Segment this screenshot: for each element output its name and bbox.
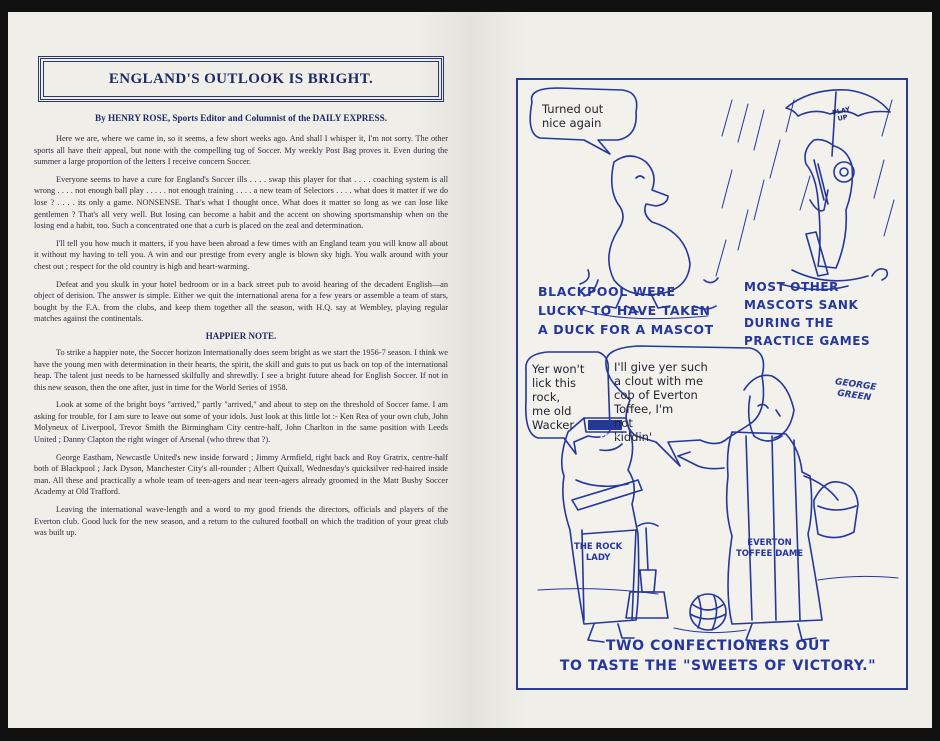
wool-ball bbox=[690, 594, 726, 630]
right-page bbox=[470, 12, 932, 728]
artist-signature: GEORGE GREEN bbox=[834, 377, 877, 404]
rock-speech-text: Yer won't lick this rock, me old Wacker bbox=[532, 362, 585, 432]
paragraph: Everyone seems to have a cure for England's Soccer ills . . . . swap this player for that . . . . coaching system is all wrong . . . . not enough ball play . . . . . not enough training . . . . a new team of Selectors . . . . what does it matter if we do lose ? . . . . its only a game. NONSENSE. That's what I thought once. What does it matter so long as we can lose like gentlemen ? That's all very well. But losing can become a habit and the accent on showing sportsmanship when on the losing end a habit, too. Such a concentrated one that a curb is placed on the zeal and determination. bbox=[34, 174, 448, 231]
programme-spread bbox=[8, 12, 932, 728]
paragraph: Here we are, where we came in, so it seems, a few short weeks ago. And shall I whisper it, I'm not sorry. The other sports all have their appeal, but none with the compelling tug of Soccer. My weekly Post Bag proves it. Even during the summer a large proportion of the letters I receive concern Soccer. bbox=[34, 134, 448, 167]
paragraph: Leaving the international wave-length and a word to my good friends the directors, officials and players of the Everton club. Good luck for the new season, and a return to the cultured football on which the tradition of your great club was built up. bbox=[34, 505, 448, 538]
paragraph: I'll tell you how much it matters, if you have been abroad a few times with an England team you will know all about it without my having to tell you. A win and our prestige from every angle is blown sky high. You walk around with your chest out ; respect for the old country is high and heart-warming. bbox=[34, 238, 448, 271]
paragraph: To strike a happier note, the Soccer horizon Internationally does seem bright as we start the 1956-7 season. I think we have the young men with determination in their hearts, the spirit, the skill and guts to put us back on top of the international heap. The talent just needs to be harnessed skilfully and shrewdly. I see a bright future ahead for English Soccer. If not in this new season, then the one after, just in time for the World Series of 1958. bbox=[34, 347, 448, 392]
paragraph: George Eastham, Newcastle United's new inside forward ; Jimmy Armfield, right back and Roy Gratrix, centre-half both of Blackpool ; Jack Dyson, Manchester City's all-rounder ; Albert Quixall, Wednesday's quicksilver red-haired inside man. All these and practically a whole team of teen-agers and near teen-agers already groomed in the Matt Busby Soccer Academy at Old Trafford. bbox=[34, 452, 448, 497]
article-title: ENGLAND'S OUTLOOK IS BRIGHT. bbox=[108, 70, 374, 87]
byline: By HENRY ROSE, Sports Editor and Columnist of the DAILY EXPRESS. bbox=[94, 113, 388, 123]
article-body bbox=[34, 133, 448, 539]
caption-mascots: MOST OTHER MASCOTS SANK DURING THE PRACTICE GAMES bbox=[744, 280, 871, 348]
umbrella-label: PLAY UP bbox=[831, 105, 851, 123]
toffee-speech-text: I'll give yer such a clout with me cob of Everton Toffee, I'm not kiddin' bbox=[614, 360, 708, 444]
label-rock-lady: THE ROCK LADY bbox=[574, 542, 623, 563]
caption-blackpool: BLACKPOOL WERE LUCKY TO HAVE TAKEN A DUCK FOR A MASCOT bbox=[538, 284, 714, 337]
paragraph: Look at some of the bright boys "arrived," partly "arrived," and about to step on the threshold of Soccer fame. I am asking for trouble, for I am sure to leave out some of your idols. Just look at this little lot :- Ken Rea of your own club, John Molyneux of Liverpool, Trevor Smith the Birmingham City centre-half, John Charlton in the same position with Leeds United ; Danny Clapton the right winger of Arsenal (who threw that ?). bbox=[34, 400, 448, 445]
cartoon-frame bbox=[516, 78, 908, 690]
label-toffee-dame: EVERTON TOFFEE DAME bbox=[736, 538, 804, 559]
title-box bbox=[38, 56, 444, 102]
subheading: HAPPIER NOTE. bbox=[205, 330, 277, 341]
duck-speech-text: Turned out nice again bbox=[542, 102, 604, 130]
paragraph: Defeat and you skulk in your hotel bedroom or in a back street pub to avoid hearing of the decadent English—an object of derision. The answer is simple. Either we quit the international arena for a few years or assemble a team of stars, bought by the F.A. from the clubs, and keep them together all the season, with H.Q. say at Wembley, playing regular matches against the continentals. bbox=[34, 279, 448, 324]
left-page bbox=[8, 12, 470, 728]
caption-bottom: TWO CONFECTIONERS OUT TO TASTE THE "SWEETS OF VICTORY." bbox=[559, 638, 877, 674]
rain-lines bbox=[716, 100, 894, 276]
pool-hat-label: POOL bbox=[600, 432, 620, 440]
